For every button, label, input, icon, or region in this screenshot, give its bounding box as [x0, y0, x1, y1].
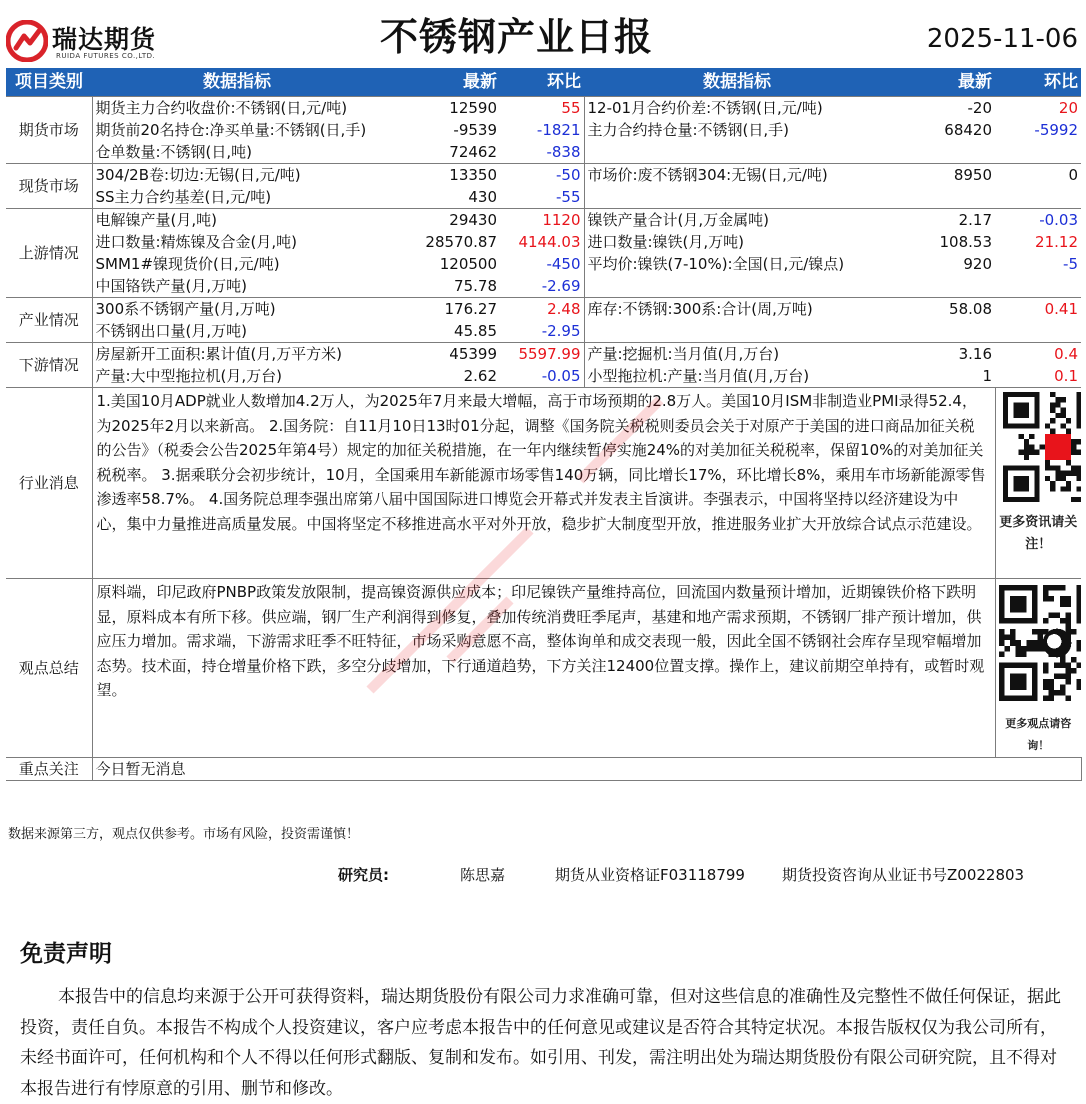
indicator-right-cell: 12-01月合约价差:不锈钢(日,元/吨): [584, 97, 890, 120]
change-right-cell: [995, 141, 1081, 164]
category-cell: 现货市场: [6, 164, 92, 209]
indicator-right-cell: 平均价:镍铁(7-10%):全国(日,元/镍点): [584, 253, 890, 275]
table-row: [6, 209, 1081, 232]
change-left-cell: 5597.99: [500, 343, 584, 366]
change-right-cell: 0: [995, 164, 1081, 187]
indicator-left-cell: 300系不锈钢产量(月,万吨): [92, 298, 382, 321]
latest-left-cell: 176.27: [382, 298, 500, 321]
change-left-cell: 1120: [500, 209, 584, 232]
change-right-cell: [995, 320, 1081, 343]
latest-right-cell: 108.53: [939, 233, 992, 251]
indicator-left-cell: 不锈钢出口量(月,万吨): [95, 322, 247, 340]
indicator-left-cell: 进口数量:精炼镍及合金(月,吨): [95, 233, 298, 251]
indicator-left-cell: 产量:大中型拖拉机(月,万台): [95, 367, 283, 385]
latest-left-cell: 45399: [382, 343, 500, 366]
table-row: [6, 141, 1081, 164]
indicator-left-cell: 电解镍产量(月,吨): [92, 209, 382, 232]
table-row: [6, 231, 1081, 253]
brand-name: 瑞达期货: [52, 25, 157, 54]
table-row: [6, 275, 1081, 298]
company-logo: [6, 14, 176, 66]
category-cell: 下游情况: [6, 343, 92, 388]
change-left-cell: 4144.03: [518, 233, 581, 251]
latest-right-cell: -20: [890, 97, 995, 120]
category-cell: 上游情况: [6, 209, 92, 298]
change-right-cell: -0.03: [995, 209, 1081, 232]
change-right-cell: [995, 186, 1081, 209]
viewpoint-summary-text: 原料端，印尼政府PNBP政策发放限制，提高镍资源供应成本；印尼镍铁产量维持高位，回流国内数量预计增加，近期镍铁价格下跌明显，原料成本有所下移。供应端，钢厂生产利润得到修复，叠加传统消费旺季尾声，基建和地产需求预期，不锈钢厂排产预计增加，供应压力增加。需求端，下游需求旺季不旺特征，市场采购意愿不高，整体询单和成交表现一般，因此全国不锈钢社会库存呈现窄幅增加态势。技术面，持仓增量价格下跌，多空分歧增加，下行通道趋势，下方关注12400位置支撑。操作上，建议前期空单持有，或暂时观望。: [92, 579, 995, 758]
latest-left-cell: 75.78: [454, 277, 497, 295]
indicator-left-cell: 中国铬铁产量(月,万吨): [95, 277, 247, 295]
latest-left-cell: 28570.87: [425, 233, 497, 251]
category-cell: 重点关注: [6, 758, 92, 781]
latest-right-cell: 58.08: [890, 298, 995, 321]
change-left-cell: -2.95: [541, 322, 581, 340]
brand-name-en: RUIDA FUTURES CO.,LTD.: [56, 52, 156, 60]
indicator-right-cell: [584, 320, 890, 343]
focus-text: 今日暂无消息: [92, 758, 1081, 781]
header-indicator-right: 数据指标: [584, 68, 890, 97]
researcher-license-1: 期货从业资格证F03118799: [555, 866, 745, 884]
indicator-left-cell: 期货主力合约收盘价:不锈钢(日,元/吨): [92, 97, 382, 120]
latest-left-cell: 29430: [382, 209, 500, 232]
table-row: [6, 119, 1081, 141]
disclaimer-title: 免责声明: [20, 941, 112, 967]
latest-left-cell: 12590: [382, 97, 500, 120]
table-row: [6, 320, 1081, 343]
indicator-right-cell: [584, 186, 890, 209]
indicator-right-cell: 产量:挖掘机:当月值(月,万台): [584, 343, 890, 366]
change-right-cell: 20: [995, 97, 1081, 120]
focus-row: [6, 758, 1081, 781]
latest-left-cell: 13350: [382, 164, 500, 187]
header-latest-right: 最新: [890, 68, 995, 97]
table-row: [6, 186, 1081, 209]
latest-right-cell: [890, 141, 995, 164]
indicator-right-cell: 主力合约持仓量:不锈钢(日,手): [584, 119, 890, 141]
latest-right-cell: [890, 275, 995, 298]
qr-code-news: [995, 388, 1081, 579]
change-left-cell: 55: [500, 97, 584, 120]
change-left-cell: -838: [546, 143, 581, 161]
indicator-right-cell: 镍铁产量合计(月,万金属吨): [584, 209, 890, 232]
change-left-cell: -50: [500, 164, 584, 187]
change-left-cell: -55: [556, 188, 581, 206]
latest-left-cell: 430: [468, 188, 497, 206]
change-right-cell: [995, 275, 1081, 298]
change-left-cell: -450: [546, 255, 581, 273]
header-category: 项目类别: [6, 68, 92, 97]
latest-right-cell: 8950: [890, 164, 995, 187]
category-cell: 产业情况: [6, 298, 92, 343]
latest-right-cell: [890, 320, 995, 343]
change-right-cell: -5: [1063, 255, 1078, 273]
header-change-right: 环比: [995, 68, 1081, 97]
change-right-cell: 0.41: [995, 298, 1081, 321]
researcher-name: 陈思嘉: [460, 866, 506, 884]
indicator-right-cell: 库存:不锈钢:300系:合计(周,万吨): [584, 298, 890, 321]
latest-left-cell: 120500: [439, 255, 497, 273]
latest-left-cell: 45.85: [454, 322, 497, 340]
category-cell: 期货市场: [6, 97, 92, 164]
indicator-right-cell: [584, 141, 890, 164]
change-left-cell: -2.69: [541, 277, 581, 295]
disclaimer-text: 本报告中的信息均来源于公开可获得资料，瑞达期货股份有限公司力求准确可靠，但对这些信息的准确性及完整性不做任何保证，据此投资，责任自负。本报告不构成个人投资建议，客户应考虑本报告中的任何意见或建议是否符合其特定状况。本报告版权仅为我公司所有，未经书面许可，任何机构和个人不得以任何形式翻版、复制和发布。如引用、刊发，需注明出处为瑞达期货股份有限公司研究院，且不得对本报告进行有悖原意的引用、删节和修改。: [20, 987, 1061, 1099]
indicator-right-cell: [584, 275, 890, 298]
latest-right-cell: 68420: [944, 121, 992, 139]
researcher-license-2: 期货投资咨询从业证书号Z0022803: [782, 866, 1025, 884]
qr-code-view: [995, 579, 1081, 758]
indicator-right-cell: 进口数量:镍铁(月,万吨): [584, 231, 890, 253]
latest-right-cell: 2.17: [890, 209, 995, 232]
category-cell: 观点总结: [6, 579, 92, 758]
indicator-left-cell: SMM1#镍现货价(日,元/吨): [95, 255, 280, 273]
footnote: 数据来源第三方，观点仅供参考。市场有风险，投资需谨慎！: [8, 827, 360, 842]
category-cell: 行业消息: [6, 388, 92, 579]
report-date: 2025-11-06: [926, 24, 1078, 54]
latest-right-cell: 920: [963, 255, 992, 273]
researcher-label: 研究员:: [338, 866, 389, 884]
change-left-cell: 2.48: [500, 298, 584, 321]
indicator-left-cell: 房屋新开工面积:累计值(月,万平方米): [92, 343, 382, 366]
table-row: [6, 97, 1081, 120]
change-left-cell: -1821: [536, 121, 581, 139]
qr-code-icon: [999, 392, 1082, 502]
header-latest-left: 最新: [382, 68, 500, 97]
change-left-cell: -0.05: [541, 367, 581, 385]
latest-left-cell: 2.62: [463, 367, 497, 385]
table-row: [6, 164, 1081, 187]
latest-right-cell: 3.16: [890, 343, 995, 366]
latest-right-cell: 1: [982, 367, 992, 385]
qr-caption: 更多资讯请关注！: [999, 515, 1078, 552]
indicator-right-cell: 小型拖拉机:产量:当月值(月,万台): [584, 365, 890, 388]
qr-caption: 更多观点请咨询！: [1005, 717, 1072, 752]
news-row: [6, 388, 1081, 579]
ruida-logo-icon: [6, 20, 48, 62]
table-row: [6, 253, 1081, 275]
table-row: [6, 343, 1081, 366]
latest-left-cell: -9539: [453, 121, 497, 139]
indicator-left-cell: 仓单数量:不锈钢(日,吨): [95, 143, 253, 161]
data-table: [6, 68, 1082, 781]
view-row: [6, 579, 1081, 758]
header-indicator-left: 数据指标: [92, 68, 382, 97]
table-header: [6, 68, 1081, 97]
table-row: [6, 365, 1081, 388]
industry-news-text: 1.美国10月ADP就业人数增加4.2万人，为2025年7月来最大增幅，高于市场预期的2.8万人。美国10月ISM非制造业PMI录得52.4，为2025年2月以来新高。 2.国务院：自11月10日13时01分起，调整《国务院关税税则委员会关于对原产于美国的进口商品加征关税的公告》（税委会公告2025年第4号）规定的加征关税措施，在一年内继续暂停实施24%的对美加征关税税率，保留10%的对美加征关税税率。 3.据乘联分会初步统计，10月，全国乘用车新能源市场零售140万辆，同比增长17%，环比增长8%，乘用车市场新能源零售渗透率58.7%。 4.国务院总理李强出席第八届中国国际进口博览会开幕式并发表主旨演讲。李强表示，中国将坚持以经济建设为中心，集中力量推进高质量发展。中国将坚定不移推进高水平对外开放，稳步扩大制度型开放，推进服务业扩大开放综合试点示范建设。: [92, 388, 995, 579]
latest-right-cell: [890, 186, 995, 209]
indicator-left-cell: 期货前20名持仓:净买单量:不锈钢(日,手): [95, 121, 367, 139]
change-right-cell: 21.12: [1035, 233, 1078, 251]
change-right-cell: 0.1: [1054, 367, 1078, 385]
header-change-left: 环比: [500, 68, 584, 97]
table-row: [6, 298, 1081, 321]
wechat-qr-code-icon: [999, 585, 1082, 701]
change-right-cell: 0.4: [995, 343, 1081, 366]
indicator-left-cell: SS主力合约基差(日,元/吨): [95, 188, 272, 206]
change-right-cell: -5992: [1034, 121, 1078, 139]
report-title: 不锈钢产业日报: [380, 15, 654, 59]
latest-left-cell: 72462: [449, 143, 497, 161]
indicator-left-cell: 304/2B卷:切边:无锡(日,元/吨): [92, 164, 382, 187]
indicator-right-cell: 市场价:废不锈钢304:无锡(日,元/吨): [584, 164, 890, 187]
